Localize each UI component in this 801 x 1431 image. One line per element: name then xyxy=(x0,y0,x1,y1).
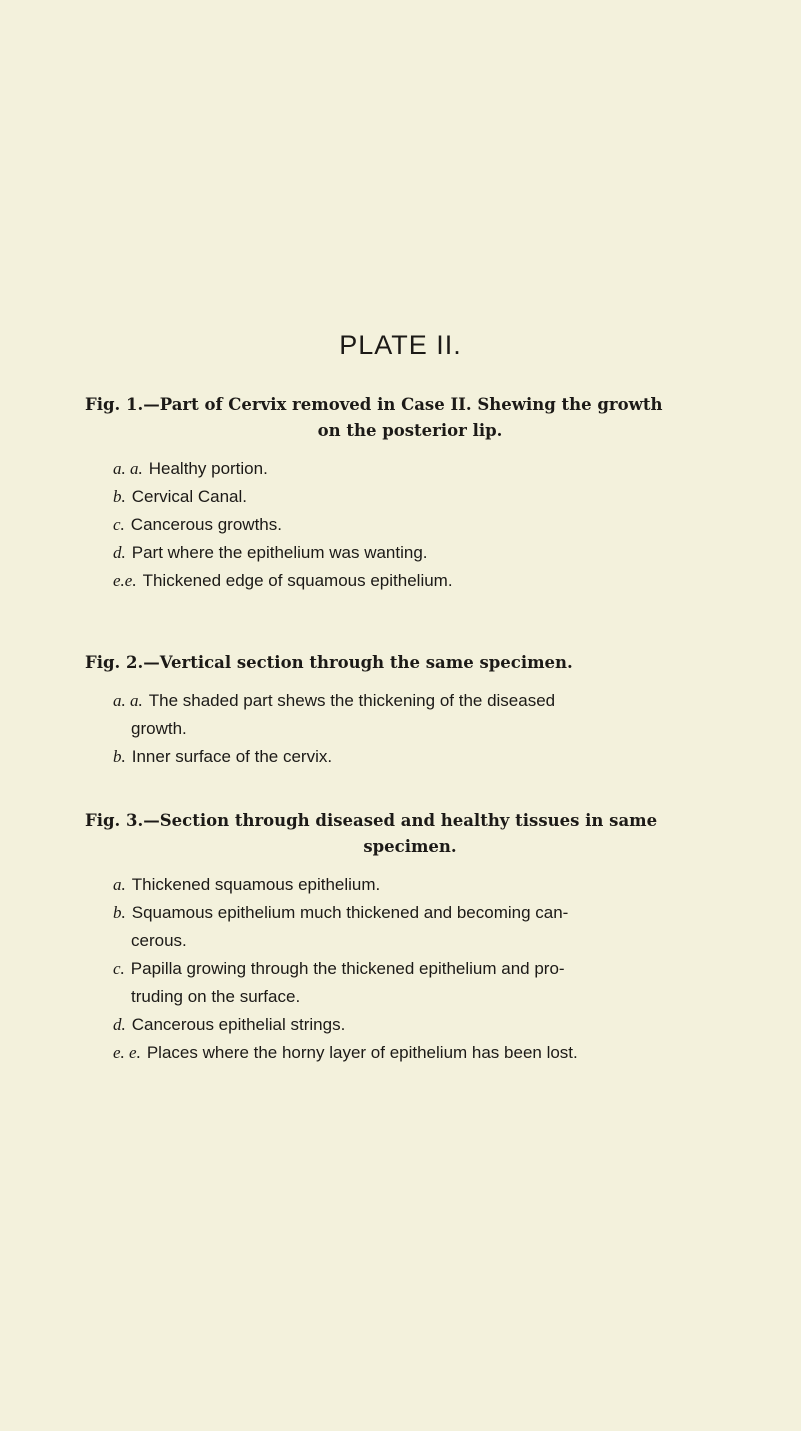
figure-1-items xyxy=(85,455,735,595)
legend-letter: e. e. xyxy=(113,1043,141,1062)
legend-text: Thickened squamous epithelium. xyxy=(131,875,381,894)
legend-letter: b. xyxy=(113,903,126,922)
legend-text: Thickened edge of squamous epithelium. xyxy=(142,571,453,590)
legend-item xyxy=(113,899,735,955)
legend-item xyxy=(113,1011,735,1039)
figure-1-legend xyxy=(85,392,735,595)
legend-item xyxy=(113,1039,735,1067)
legend-item xyxy=(113,511,735,539)
legend-text-continued: truding on the surface. xyxy=(131,987,301,1006)
legend-text: Papilla growing through the thickened epithelium and pro- xyxy=(130,959,565,978)
legend-text: Inner surface of the cervix. xyxy=(131,747,333,766)
legend-text: Part where the epithelium was wanting. xyxy=(131,543,428,562)
legend-item xyxy=(113,871,735,899)
figure-3-items xyxy=(85,871,735,1067)
legend-letter: b. xyxy=(113,747,126,766)
legend-letter: a. a. xyxy=(113,459,143,478)
legend-text: Cancerous growths. xyxy=(130,515,282,534)
legend-text: Cancerous epithelial strings. xyxy=(131,1015,346,1034)
legend-item xyxy=(113,955,735,1011)
legend-item xyxy=(113,743,735,771)
figure-2-items xyxy=(85,687,735,771)
figure-1-heading xyxy=(85,392,735,444)
figure-2-heading-line1: Fig. 2.—Vertical section through the same specimen. xyxy=(85,653,573,672)
legend-item xyxy=(113,567,735,595)
legend-letter: a. xyxy=(113,875,126,894)
figure-2-heading xyxy=(85,650,735,676)
legend-text-continued: growth. xyxy=(131,719,187,738)
legend-item xyxy=(113,455,735,483)
figure-3-heading xyxy=(85,808,735,860)
legend-letter: b. xyxy=(113,487,126,506)
legend-text: Healthy portion. xyxy=(148,459,268,478)
legend-text: Squamous epithelium much thickened and becoming can- xyxy=(131,903,569,922)
legend-text: Cervical Canal. xyxy=(131,487,248,506)
legend-letter: d. xyxy=(113,1015,126,1034)
legend-item xyxy=(113,483,735,511)
plate-title: PLATE II. xyxy=(339,330,462,360)
legend-letter: a. a. xyxy=(113,691,143,710)
legend-text: The shaded part shews the thickening of the diseased xyxy=(148,691,556,710)
figure-3-heading-line1: Fig. 3.—Section through diseased and healthy tissues in same xyxy=(85,811,658,830)
legend-letter: d. xyxy=(113,543,126,562)
legend-text-continued: cerous. xyxy=(131,931,187,950)
legend-letter: e.e. xyxy=(113,571,137,590)
legend-letter: c. xyxy=(113,959,125,978)
figure-2-legend xyxy=(85,650,735,771)
legend-item xyxy=(113,539,735,567)
figure-3-heading-line2: specimen. xyxy=(363,837,457,856)
legend-item xyxy=(113,687,735,743)
figure-1-heading-line2: on the posterior lip. xyxy=(317,421,503,440)
legend-letter: c. xyxy=(113,515,125,534)
legend-text: Places where the horny layer of epithelium has been lost. xyxy=(146,1043,578,1062)
figure-1-heading-line1: Fig. 1.—Part of Cervix removed in Case II. Shewing the growth xyxy=(85,395,663,414)
figure-3-legend xyxy=(85,808,735,1067)
